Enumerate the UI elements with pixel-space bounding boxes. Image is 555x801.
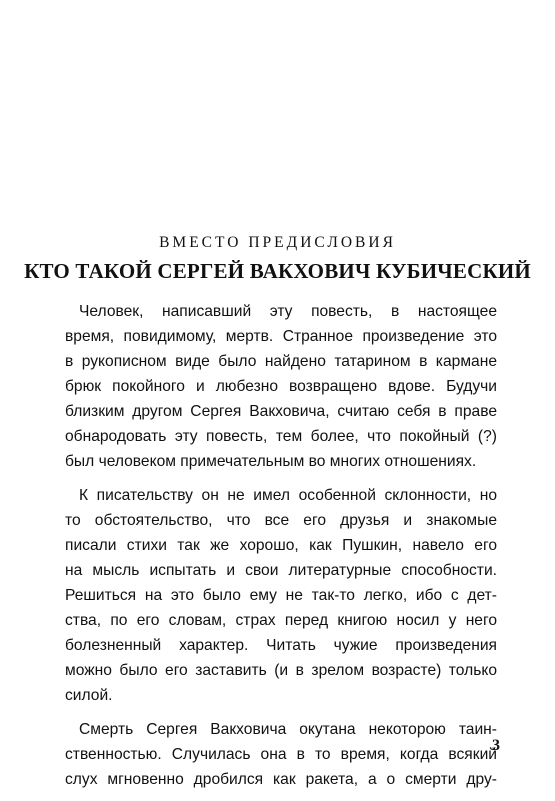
- text-line: был человеком примечательным во многих отношениях.: [65, 453, 477, 470]
- text-line: К писательству он не имел особенной склонности, но: [79, 487, 497, 504]
- text-line: слух мгновенно дробился как ракета, а о смерти дру-: [65, 771, 497, 788]
- text-line: брюк покойного и любезно возвращено вдове. Будучи: [65, 378, 497, 395]
- text-line: силой.: [65, 687, 113, 704]
- text-line: Человек, написавший эту повесть, в настоящее: [79, 303, 497, 320]
- text-line: то обстоятельство, что все его друзья и знакомые: [65, 512, 497, 529]
- text-line: обнародовать эту повесть, тем более, что покойный (?): [65, 428, 497, 445]
- section-label: ВМЕСТО ПРЕДИСЛОВИЯ: [159, 234, 396, 251]
- chapter-title: КТО ТАКОЙ СЕРГЕЙ ВАКХОВИЧ КУБИЧЕСКИЙ: [24, 259, 531, 283]
- text-line: Смерть Сергея Вакховича окутана некоторою таин-: [79, 721, 497, 738]
- text-line: болезненный характер. Читать чужие произведения: [65, 637, 497, 654]
- text-line: на мысль испытать и свои литературные способности.: [65, 562, 497, 579]
- text-line: в рукописном виде было найдено татарином в кармане: [65, 353, 497, 370]
- paragraph-1: [65, 299, 497, 474]
- text-line: можно было его заставить (и в зрелом возрасте) только: [65, 662, 497, 679]
- text-line: ства, по его словам, страх перед книгою носил у него: [65, 612, 497, 629]
- page-number: 3: [492, 737, 500, 754]
- paragraph-3: [65, 717, 497, 792]
- text-line: время, повидимому, мертв. Странное произведение это: [65, 328, 497, 345]
- text-line: Решиться на это было ему не так-то легко, ибо с дет-: [65, 587, 497, 604]
- body-text: [65, 299, 497, 801]
- text-line: писали стихи так же хорошо, как Пушкин, навело его: [65, 537, 497, 554]
- paragraph-2: [65, 483, 497, 708]
- text-line: ственностью. Случилась она в то время, когда всякий: [65, 746, 497, 763]
- text-line: близким другом Сергея Вакховича, считаю себя в праве: [65, 403, 497, 420]
